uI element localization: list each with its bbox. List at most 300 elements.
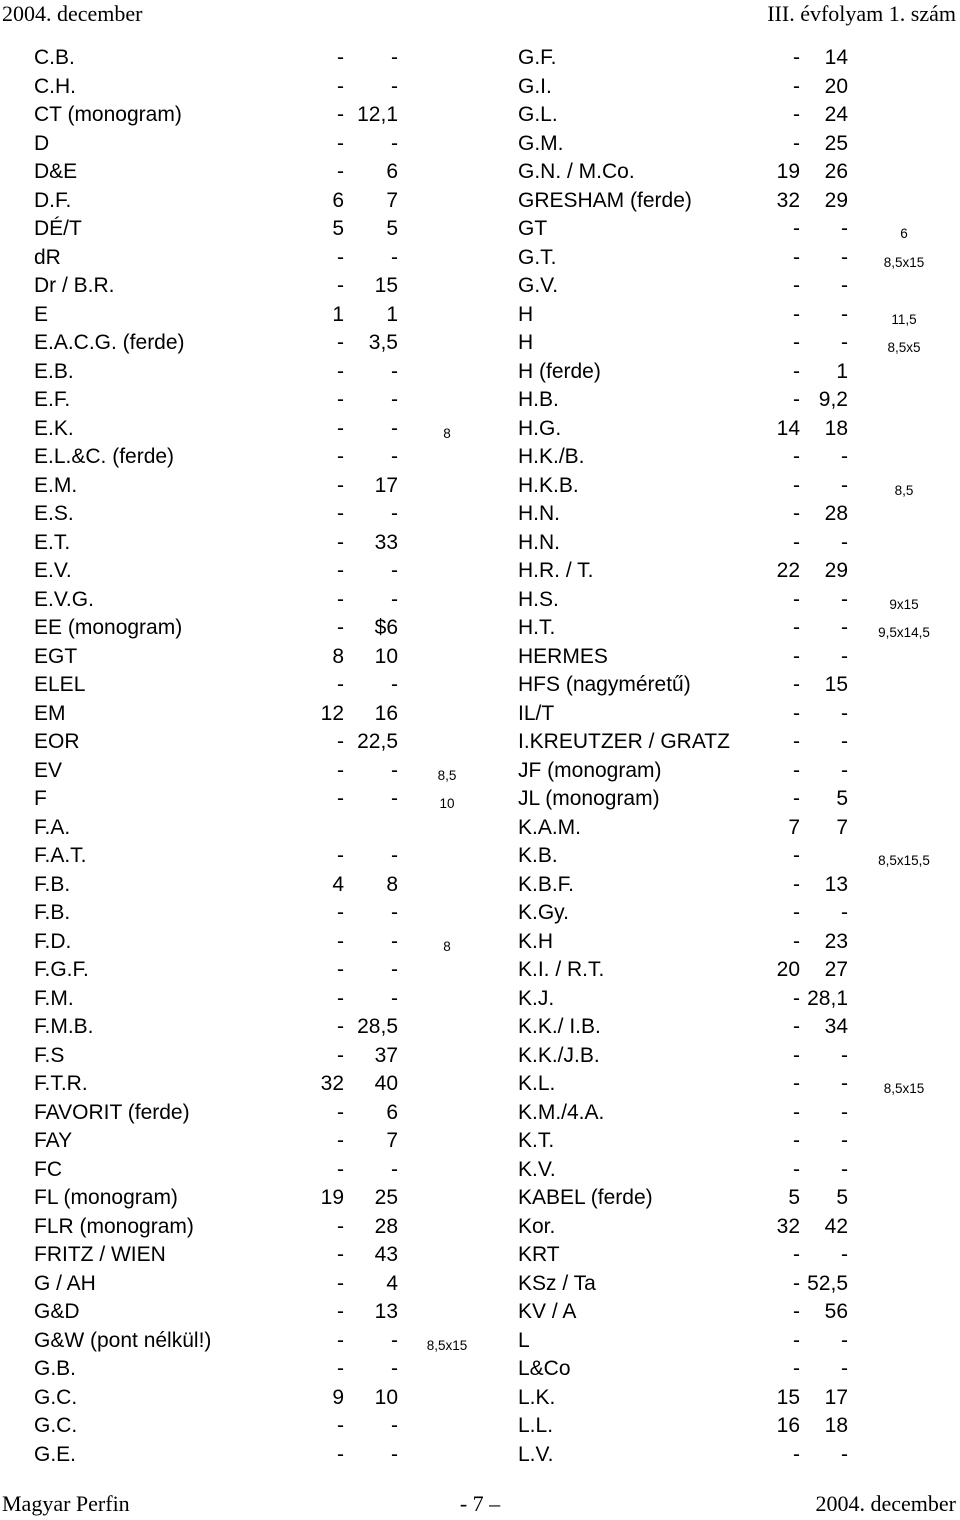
value-2: 52,5 [807, 1271, 848, 1295]
perfin-code: F.D. [34, 929, 72, 953]
list-item [518, 814, 958, 843]
value-2: - [841, 1243, 848, 1266]
value-1: - [793, 1157, 800, 1181]
perfin-code: E.B. [34, 359, 74, 383]
value-2: - [841, 1157, 848, 1181]
value-1: - [337, 1015, 344, 1038]
value-2: - [391, 559, 398, 582]
size-note: 8,5x15 [883, 1081, 925, 1096]
perfin-code: K.H [518, 929, 554, 953]
value-1: - [793, 302, 800, 326]
value-2: - [841, 616, 848, 639]
perfin-code: D.F. [34, 188, 72, 212]
list-item [34, 1156, 454, 1185]
value-1: - [337, 1157, 344, 1181]
value-2: 7 [386, 1129, 398, 1152]
value-2: - [391, 131, 398, 155]
list-item [518, 614, 958, 643]
value-1: 8 [332, 644, 344, 668]
value-2: - [841, 1442, 848, 1466]
value-1: 32 [776, 188, 800, 212]
value-1: - [793, 901, 800, 924]
perfin-code: G.B. [34, 1357, 77, 1380]
list-item [34, 1070, 454, 1099]
list-item [518, 472, 958, 501]
perfin-code: F.M.B. [34, 1015, 94, 1038]
value-1: 16 [776, 1414, 800, 1437]
value-1: - [337, 958, 344, 981]
value-2: 12,1 [357, 103, 398, 126]
value-2: - [391, 787, 398, 810]
value-1: 9 [332, 1385, 344, 1409]
perfin-code: G.L. [518, 103, 558, 126]
value-2: - [841, 331, 848, 354]
perfin-code: FAVORIT (ferde) [34, 1100, 190, 1124]
list-item [518, 700, 958, 729]
list-item [34, 1013, 454, 1042]
footer-page-number: - 7 – [459, 1491, 501, 1516]
value-2: 17 [374, 473, 398, 497]
value-2: 8 [386, 872, 398, 896]
perfin-code: EOR [34, 730, 80, 753]
value-1: - [337, 559, 344, 582]
value-1: - [337, 388, 344, 411]
size-note: 8,5x15 [883, 254, 925, 270]
value-1: - [793, 1100, 800, 1124]
value-1: - [793, 673, 800, 696]
size-note: 9x15 [889, 596, 919, 612]
value-1: - [337, 530, 344, 554]
value-2: 28,5 [357, 1015, 398, 1038]
value-1: - [793, 274, 800, 297]
value-1: - [793, 1015, 800, 1038]
value-2: - [841, 302, 848, 326]
value-2: - [391, 901, 398, 924]
list-item [518, 1127, 958, 1156]
list-item [34, 1384, 454, 1413]
perfin-code: G&W (pont nélkül!) [34, 1328, 212, 1352]
list-item [518, 928, 958, 957]
value-2: 27 [824, 958, 848, 981]
value-2: - [841, 901, 848, 924]
value-2: - [841, 445, 848, 468]
size-note: 8,5x15,5 [878, 853, 930, 868]
value-2: - [391, 502, 398, 525]
right-column-list [518, 44, 958, 1469]
perfin-code: H.B. [518, 388, 559, 411]
perfin-code: F.T.R. [34, 1072, 88, 1095]
perfin-code: H.S. [518, 587, 559, 611]
value-1: 15 [776, 1385, 800, 1409]
list-item [34, 728, 454, 757]
perfin-code: E.F. [34, 388, 71, 411]
value-2: - [841, 1072, 848, 1095]
list-item [34, 1127, 454, 1156]
perfin-code: K.T. [518, 1129, 555, 1152]
list-item [518, 187, 958, 216]
value-2: - [391, 673, 398, 696]
perfin-code: E.V.G. [34, 587, 94, 611]
footer-date: 2004. december [815, 1491, 956, 1516]
value-1: - [793, 616, 800, 639]
list-item [34, 1327, 468, 1356]
value-1: - [793, 1357, 800, 1380]
list-item [34, 130, 454, 159]
value-1: - [337, 787, 344, 810]
value-1: - [793, 758, 800, 782]
value-1: - [793, 701, 800, 725]
perfin-code: EGT [34, 644, 78, 668]
value-2: - [841, 1357, 848, 1380]
value-2: 28 [374, 1214, 398, 1238]
value-2: 15 [824, 673, 848, 696]
value-1: - [793, 46, 800, 69]
list-item [34, 1184, 454, 1213]
value-2: - [391, 587, 398, 611]
perfin-code: KV / A [518, 1300, 577, 1323]
perfin-code: EM [34, 701, 66, 725]
list-item [518, 1213, 958, 1242]
value-2: - [391, 46, 398, 69]
list-item [518, 329, 958, 358]
size-note: 8,5x15 [426, 1337, 468, 1353]
value-1: - [337, 274, 344, 297]
page-header [0, 0, 960, 28]
perfin-code: F.G.F. [34, 958, 89, 981]
perfin-code: D&E [34, 160, 78, 183]
perfin-code: L&Co [518, 1357, 571, 1380]
size-note: 6 [900, 226, 908, 241]
value-1: - [337, 473, 344, 497]
list-item [518, 272, 958, 301]
list-item [518, 386, 958, 415]
perfin-code: EV [34, 758, 63, 782]
value-2: - [841, 1100, 848, 1124]
value-1: 19 [776, 160, 800, 183]
value-1: 4 [332, 872, 344, 896]
list-item [34, 871, 454, 900]
list-item [34, 614, 454, 643]
perfin-code: IL/T [518, 701, 555, 725]
value-2: 10 [374, 644, 398, 668]
value-1: - [793, 587, 800, 611]
list-item [518, 985, 958, 1014]
perfin-code: E.M. [34, 473, 78, 497]
value-2: 6 [386, 160, 398, 183]
list-item [518, 500, 958, 529]
perfin-code: K.Gy. [518, 901, 569, 924]
value-2: - [841, 217, 848, 240]
perfin-code: FLR (monogram) [34, 1214, 194, 1238]
list-item [518, 1184, 958, 1213]
value-1: - [793, 1129, 800, 1152]
value-2: - [841, 274, 848, 297]
list-item [518, 215, 958, 244]
value-1: - [793, 730, 800, 753]
list-item [518, 1156, 958, 1185]
list-item [518, 1270, 958, 1299]
value-1: - [793, 103, 800, 126]
value-1: - [793, 1442, 800, 1466]
list-item [518, 757, 958, 786]
value-2: - [841, 1043, 848, 1067]
value-1: 1 [332, 302, 344, 326]
value-2: 25 [374, 1186, 398, 1209]
list-item [34, 301, 454, 330]
value-1: - [793, 131, 800, 155]
perfin-code: H.K./B. [518, 445, 585, 468]
perfin-code: K.V. [518, 1157, 556, 1181]
page-footer [0, 1490, 960, 1518]
perfin-code: K.K./J.B. [518, 1043, 600, 1067]
list-item [518, 301, 958, 330]
value-1: - [337, 587, 344, 611]
size-note: 8,5x5 [887, 340, 921, 355]
value-1: - [793, 644, 800, 668]
perfin-code: K.M./4.A. [518, 1100, 605, 1124]
value-2: 16 [374, 701, 398, 725]
value-1: 32 [320, 1072, 344, 1095]
value-1: - [793, 388, 800, 411]
list-item [34, 187, 454, 216]
value-1: - [337, 502, 344, 525]
perfin-code: DÉ/T [34, 217, 82, 240]
list-item [518, 1412, 958, 1441]
value-1: - [337, 160, 344, 183]
value-1: 32 [776, 1214, 800, 1238]
value-1: - [337, 901, 344, 924]
value-1: - [337, 103, 344, 126]
list-item [518, 358, 958, 387]
perfin-code: I.KREUTZER / GRATZ [518, 730, 730, 753]
value-1: - [337, 359, 344, 383]
list-item [518, 899, 958, 928]
list-item [34, 329, 454, 358]
list-item [34, 44, 454, 73]
value-1: - [337, 1043, 344, 1067]
value-2: 7 [836, 815, 848, 839]
value-1: 6 [332, 188, 344, 212]
value-1: - [793, 986, 800, 1010]
value-1: - [337, 1129, 344, 1152]
perfin-code: K.B.F. [518, 872, 575, 896]
value-1: - [337, 1414, 344, 1437]
list-item [34, 244, 454, 273]
footer-publication: Magyar Perfin [2, 1491, 130, 1516]
value-2: 10 [374, 1385, 398, 1409]
list-item [34, 557, 454, 586]
value-1: - [337, 245, 344, 269]
value-2: - [391, 245, 398, 269]
perfin-code: KSz / Ta [518, 1271, 596, 1295]
list-item [34, 899, 454, 928]
value-1: 20 [776, 958, 800, 981]
size-note: 8 [443, 938, 451, 954]
value-2: - [391, 844, 398, 867]
list-item [518, 871, 958, 900]
list-item [518, 1241, 958, 1270]
perfin-code: F.M. [34, 986, 74, 1010]
value-1: - [793, 872, 800, 896]
value-1: 22 [776, 559, 800, 582]
value-2: - [841, 701, 848, 725]
list-item [34, 785, 454, 814]
value-2: 5 [386, 217, 398, 240]
list-item [34, 671, 454, 700]
value-2: 29 [824, 559, 848, 582]
perfin-code: K.J. [518, 986, 555, 1010]
perfin-code: D [34, 131, 50, 155]
list-item [518, 1355, 958, 1384]
perfin-code: C.H. [34, 74, 76, 98]
perfin-code: L.K. [518, 1385, 556, 1409]
value-1: - [793, 1271, 800, 1295]
list-item [34, 700, 454, 729]
list-item [518, 586, 958, 615]
value-1: - [793, 473, 800, 497]
value-1: - [793, 1328, 800, 1352]
perfin-code: H [518, 331, 534, 354]
value-2: 33 [374, 530, 398, 554]
value-1: - [337, 986, 344, 1010]
value-1: 7 [788, 815, 800, 839]
perfin-code: G.C. [34, 1414, 78, 1437]
value-1: - [793, 331, 800, 354]
perfin-code: G.M. [518, 131, 564, 155]
value-2: 13 [374, 1300, 398, 1323]
list-item [518, 1441, 958, 1470]
perfin-code: G.T. [518, 245, 557, 269]
value-2: - [391, 1414, 398, 1437]
list-item [34, 215, 454, 244]
value-2: 56 [824, 1300, 848, 1323]
perfin-code: F.B. [34, 872, 71, 896]
value-2: 6 [386, 1100, 398, 1124]
list-item [34, 73, 454, 102]
value-2: - [391, 1357, 398, 1380]
value-2: - [391, 986, 398, 1010]
size-note: 11,5 [891, 311, 917, 327]
value-2: 26 [824, 160, 848, 183]
value-1: - [793, 844, 800, 867]
perfin-code: H.R. / T. [518, 559, 594, 582]
list-item [34, 842, 454, 871]
value-2: - [841, 587, 848, 611]
value-2: - [841, 245, 848, 269]
value-2: 22,5 [357, 730, 398, 753]
perfin-code: F.A.T. [34, 844, 87, 867]
value-2: 17 [824, 1385, 848, 1409]
list-item [518, 44, 958, 73]
value-2: $6 [374, 616, 398, 639]
left-column-list [34, 44, 468, 1469]
value-2: - [391, 388, 398, 411]
value-1: - [793, 245, 800, 269]
list-item [518, 244, 958, 273]
list-item [34, 814, 454, 843]
list-item [34, 386, 454, 415]
value-1: - [793, 1243, 800, 1266]
value-2: - [391, 1157, 398, 1181]
perfin-code: F.A. [34, 815, 71, 839]
value-2: - [391, 958, 398, 981]
value-2: 24 [824, 103, 848, 126]
value-2: - [391, 758, 398, 782]
list-item [34, 500, 454, 529]
value-2: 28 [824, 502, 848, 525]
perfin-code: G.V. [518, 274, 559, 297]
list-item [34, 529, 454, 558]
perfin-code: E.V. [34, 559, 72, 582]
list-item [34, 1298, 454, 1327]
list-item [34, 101, 454, 130]
value-1: - [337, 1357, 344, 1380]
value-1: - [337, 74, 344, 98]
list-item [34, 1213, 454, 1242]
list-item [34, 1412, 454, 1441]
value-1: - [793, 74, 800, 98]
value-2: 7 [386, 188, 398, 212]
size-note: 8 [443, 425, 451, 441]
perfin-code: E.A.C.G. (ferde) [34, 331, 185, 354]
value-1: - [793, 1072, 800, 1095]
perfin-code: JF (monogram) [518, 758, 662, 782]
list-item [34, 1042, 454, 1071]
size-note: 8,5 [894, 482, 914, 498]
value-2: 3,5 [368, 331, 398, 354]
value-2: 40 [374, 1072, 398, 1095]
value-1: - [337, 1328, 344, 1352]
perfin-code: G / AH [34, 1271, 96, 1295]
list-item [34, 1355, 454, 1384]
value-2: - [841, 1328, 848, 1352]
list-item [34, 928, 454, 957]
list-item [34, 272, 454, 301]
perfin-code: L.L. [518, 1414, 554, 1437]
perfin-code: G&D [34, 1300, 80, 1323]
value-1: - [337, 844, 344, 867]
perfin-code: GRESHAM (ferde) [518, 188, 692, 212]
perfin-code: K.I. / R.T. [518, 958, 605, 981]
perfin-code: K.K./ I.B. [518, 1015, 601, 1038]
value-1: - [337, 1300, 344, 1323]
perfin-code: H [518, 302, 534, 326]
list-item [34, 1270, 454, 1299]
perfin-code: F [34, 787, 47, 810]
list-item [518, 130, 958, 159]
value-1: - [337, 46, 344, 69]
perfin-code: K.L. [518, 1072, 556, 1095]
value-2: 42 [824, 1214, 848, 1238]
value-2: - [391, 1442, 398, 1466]
perfin-code: H.N. [518, 502, 560, 525]
list-item [518, 443, 958, 472]
perfin-code: G.N. / M.Co. [518, 160, 635, 183]
value-2: 4 [386, 1271, 398, 1295]
value-1: - [793, 445, 800, 468]
value-1: - [793, 1043, 800, 1067]
perfin-code: C.B. [34, 46, 75, 69]
list-item [518, 415, 958, 444]
value-2: 28,1 [807, 986, 848, 1010]
list-item [34, 757, 457, 786]
size-note: 8,5 [437, 767, 457, 783]
list-item [518, 1327, 958, 1356]
perfin-code: L.V. [518, 1442, 554, 1466]
value-2: - [391, 445, 398, 468]
list-item [34, 1441, 454, 1470]
perfin-code: KABEL (ferde) [518, 1186, 653, 1209]
